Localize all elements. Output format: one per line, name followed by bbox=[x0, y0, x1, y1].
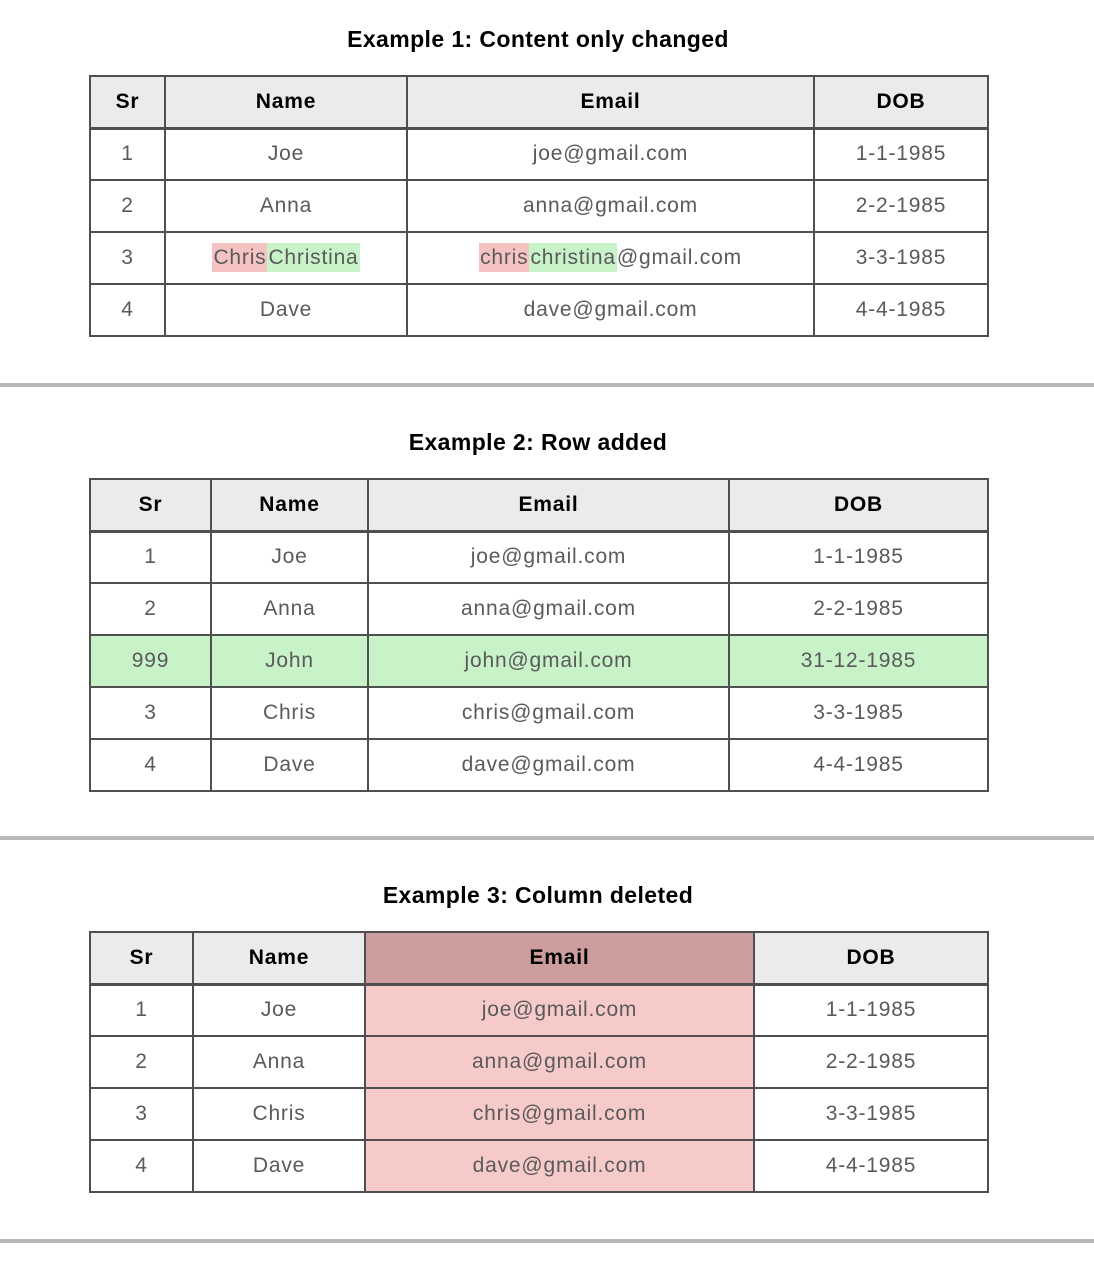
dob-cell: 1-1-1985 bbox=[814, 128, 988, 180]
email-cell bbox=[407, 232, 814, 284]
dob-cell: 31-12-1985 bbox=[729, 635, 988, 687]
example1-table bbox=[89, 75, 989, 337]
sr-cell: 3 bbox=[90, 232, 165, 284]
header-row bbox=[90, 76, 988, 128]
sr-cell: 2 bbox=[90, 180, 165, 232]
removed-text-highlight: chris bbox=[479, 243, 529, 272]
name-cell: Dave bbox=[165, 284, 407, 336]
email-cell-deleted: anna@gmail.com bbox=[365, 1036, 754, 1088]
sr-cell: 3 bbox=[90, 1088, 193, 1140]
email-cell: john@gmail.com bbox=[368, 635, 729, 687]
table-row bbox=[90, 739, 988, 791]
column-header-email: Email bbox=[368, 479, 729, 531]
sr-cell: 4 bbox=[90, 1140, 193, 1192]
example2-table bbox=[89, 478, 989, 792]
column-header-dob: DOB bbox=[729, 479, 988, 531]
name-cell: Chris bbox=[211, 687, 368, 739]
header-row bbox=[90, 479, 988, 531]
name-cell: Anna bbox=[193, 1036, 365, 1088]
dob-cell: 4-4-1985 bbox=[729, 739, 988, 791]
email-cell-deleted: chris@gmail.com bbox=[365, 1088, 754, 1140]
example1-section bbox=[89, 0, 987, 337]
column-header-sr: Sr bbox=[90, 479, 211, 531]
column-header-name: Name bbox=[211, 479, 368, 531]
name-cell: Dave bbox=[211, 739, 368, 791]
table-row bbox=[90, 1036, 988, 1088]
example3-section bbox=[89, 840, 987, 1193]
column-header-email: Email bbox=[407, 76, 814, 128]
removed-text-highlight: Chris bbox=[212, 243, 267, 272]
unchanged-text: @gmail.com bbox=[616, 246, 742, 269]
added-text-highlight: christina bbox=[529, 243, 616, 272]
added-text-highlight: Christina bbox=[267, 243, 359, 272]
section-divider bbox=[0, 1239, 1094, 1243]
table-row bbox=[90, 1088, 988, 1140]
name-cell: John bbox=[211, 635, 368, 687]
email-cell: dave@gmail.com bbox=[407, 284, 814, 336]
email-cell-deleted: dave@gmail.com bbox=[365, 1140, 754, 1192]
dob-cell: 3-3-1985 bbox=[729, 687, 988, 739]
header-row bbox=[90, 932, 988, 984]
example3-title: Example 3: Column deleted bbox=[382, 882, 694, 908]
sr-cell: 1 bbox=[90, 984, 193, 1036]
column-header-dob: DOB bbox=[814, 76, 988, 128]
name-cell: Joe bbox=[165, 128, 407, 180]
sr-cell: 999 bbox=[90, 635, 211, 687]
table-row bbox=[90, 128, 988, 180]
name-cell: Dave bbox=[193, 1140, 365, 1192]
sr-cell: 2 bbox=[90, 1036, 193, 1088]
name-cell: Anna bbox=[165, 180, 407, 232]
dob-cell: 2-2-1985 bbox=[814, 180, 988, 232]
column-header-name: Name bbox=[193, 932, 365, 984]
sr-cell: 2 bbox=[90, 583, 211, 635]
email-cell: anna@gmail.com bbox=[407, 180, 814, 232]
email-cell: dave@gmail.com bbox=[368, 739, 729, 791]
dob-cell: 1-1-1985 bbox=[729, 531, 988, 583]
table-row bbox=[90, 531, 988, 583]
name-cell bbox=[165, 232, 407, 284]
name-cell: Joe bbox=[193, 984, 365, 1036]
email-cell: joe@gmail.com bbox=[407, 128, 814, 180]
table-row bbox=[90, 984, 988, 1036]
column-header-name: Name bbox=[165, 76, 407, 128]
dob-cell: 4-4-1985 bbox=[754, 1140, 988, 1192]
sr-cell: 4 bbox=[90, 284, 165, 336]
column-header-sr: Sr bbox=[90, 76, 165, 128]
example2-title: Example 2: Row added bbox=[408, 429, 668, 455]
email-cell: joe@gmail.com bbox=[368, 531, 729, 583]
dob-cell: 3-3-1985 bbox=[754, 1088, 988, 1140]
email-cell: chris@gmail.com bbox=[368, 687, 729, 739]
table-row-changed bbox=[90, 232, 988, 284]
column-header-email-deleted: Email bbox=[365, 932, 754, 984]
dob-cell: 2-2-1985 bbox=[729, 583, 988, 635]
example1-title: Example 1: Content only changed bbox=[347, 26, 729, 52]
table-row bbox=[90, 180, 988, 232]
name-cell: Anna bbox=[211, 583, 368, 635]
dob-cell: 1-1-1985 bbox=[754, 984, 988, 1036]
dob-cell: 3-3-1985 bbox=[814, 232, 988, 284]
name-cell: Joe bbox=[211, 531, 368, 583]
table-row bbox=[90, 583, 988, 635]
example3-table bbox=[89, 931, 989, 1193]
email-cell-deleted: joe@gmail.com bbox=[365, 984, 754, 1036]
table-row bbox=[90, 284, 988, 336]
name-cell: Chris bbox=[193, 1088, 365, 1140]
sr-cell: 1 bbox=[90, 128, 165, 180]
sr-cell: 1 bbox=[90, 531, 211, 583]
dob-cell: 2-2-1985 bbox=[754, 1036, 988, 1088]
column-header-sr: Sr bbox=[90, 932, 193, 984]
sr-cell: 4 bbox=[90, 739, 211, 791]
table-row bbox=[90, 1140, 988, 1192]
email-cell: anna@gmail.com bbox=[368, 583, 729, 635]
column-header-dob: DOB bbox=[754, 932, 988, 984]
example2-section bbox=[89, 387, 987, 792]
sr-cell: 3 bbox=[90, 687, 211, 739]
table-row-added bbox=[90, 635, 988, 687]
table-row bbox=[90, 687, 988, 739]
dob-cell: 4-4-1985 bbox=[814, 284, 988, 336]
